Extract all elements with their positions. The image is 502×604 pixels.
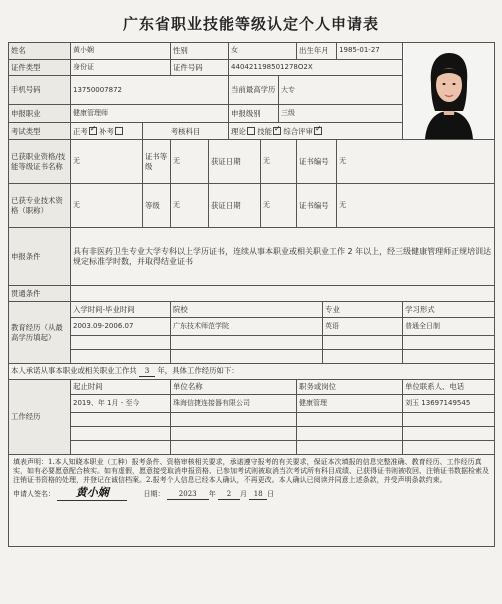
value-cert-name: 无 (71, 140, 143, 184)
value-level: 三级 (279, 104, 403, 123)
edu-major: 英语 (323, 318, 403, 336)
portrait-image (405, 43, 493, 139)
value-title-level: 无 (171, 184, 209, 228)
work-years-statement (9, 364, 495, 380)
work-period: 2019、年 1月 - 至今 (71, 395, 171, 413)
application-table (8, 42, 495, 547)
value-issue-date: 无 (261, 140, 297, 184)
value-gender: 女 (229, 43, 297, 60)
label-day: 日 (267, 490, 275, 499)
option-retake: 补考 (99, 126, 114, 136)
statement-suffix: 年，具体工作经历如下： (157, 366, 239, 376)
work-employer: 珠海信捷连接器有限公司 (171, 395, 297, 413)
subject-options (229, 123, 403, 140)
label-gender: 性别 (171, 43, 229, 60)
checkbox-skill[interactable] (273, 127, 281, 135)
option-theory: 理论 (231, 126, 246, 136)
edu-school: 广东技术师范学院 (171, 318, 323, 336)
header-employer: 单位名称 (171, 380, 297, 395)
label-month: 月 (239, 490, 247, 499)
label-id-no: 证件号码 (171, 59, 229, 76)
header-study-form: 学习形式 (403, 302, 495, 318)
option-first-exam: 正考 (73, 126, 88, 136)
work-row (9, 395, 495, 413)
declaration-text: 填表声明：1.本人知晓本职业（工种）报考条件、资格审核相关要求，承诺遵守报考的有关要求，保证本次填报的信息完整准确、教育经历、工作经历真实，如有必要愿意配合核实。如有虚假，愿意接受取消申报资格、已参加考试则被取消当次考试所有科目成绩、已获得证书则被收回、注销证书数据检索及注销证书资格的处理，并登记在诚信档案。2.报考个人信息已经本人确认，不再更改。本人确认已阅读并同意上述条款，并受声明条款约束。 (13, 458, 489, 484)
label-cert-title: 已获专业技术资格（职称） (9, 184, 71, 228)
value-title-name: 无 (71, 184, 143, 228)
value-title-date: 无 (261, 184, 297, 228)
label-occupation: 申报职业 (9, 104, 71, 123)
label-issue-date: 获证日期 (209, 140, 261, 184)
label-cert-level: 证书等级 (143, 140, 171, 184)
label-date: 日期： (143, 490, 165, 499)
sign-day: 18 (249, 490, 267, 500)
label-title-date: 获证日期 (209, 184, 261, 228)
statement-prefix: 本人承诺从事本职业或相关职业工作共 (11, 366, 137, 376)
checkbox-review[interactable] (314, 127, 322, 135)
header-major: 专业 (323, 302, 403, 318)
label-signer: 申请人签名： (13, 490, 55, 499)
label-conditions: 申报条件 (9, 228, 71, 286)
work-years-value: 3 (139, 366, 155, 376)
value-title-no: 无 (337, 184, 495, 228)
value-id-type: 身份证 (71, 59, 171, 76)
label-birth: 出生年月 (297, 43, 337, 60)
value-conditions: 具有非医药卫生专业大学专科以上学历证书，连续从事本职业或相关职业工作 2 年以上，经三级健康管理师正规培训达规定标准学时数，并取得结业证书 (71, 228, 495, 286)
photo-cell (403, 43, 495, 140)
option-review: 综合评审 (283, 126, 313, 136)
value-cert-level: 无 (171, 140, 209, 184)
label-cert-no: 证书编号 (297, 140, 337, 184)
value-id-no: 440421198501278O2X (229, 59, 403, 76)
label-exam-type: 考试类型 (9, 123, 71, 140)
label-cert-qualification: 已获职业资格/技能等级证书名称 (9, 140, 71, 184)
label-level: 申报级别 (229, 104, 279, 123)
header-school: 院校 (171, 302, 323, 318)
header-from-to: 起止时间 (71, 380, 171, 395)
value-edu: 大专 (279, 76, 403, 105)
form-title: 广东省职业技能等级认定个人申请表 (122, 15, 379, 33)
header-period: 入学时间-毕业时间 (71, 302, 171, 318)
label-work-history: 工作经历 (9, 380, 71, 455)
label-edu: 当前最高学历 (229, 76, 279, 105)
value-through (71, 286, 495, 302)
signature: 黄小娴 (75, 486, 109, 500)
value-phone: 13750007872 (71, 76, 229, 105)
value-birth: 1985-01-27 (337, 43, 403, 60)
label-title-level: 等级 (143, 184, 171, 228)
label-name: 姓名 (9, 43, 71, 60)
sign-year: 2023 (167, 490, 209, 500)
applicant-photo (405, 43, 493, 139)
sign-month: 2 (218, 490, 240, 500)
edu-row (9, 318, 495, 336)
label-title-no: 证书编号 (297, 184, 337, 228)
label-year: 年 (208, 490, 216, 499)
option-skill: 技能 (257, 126, 272, 136)
value-occupation: 健康管理师 (71, 104, 229, 123)
header-contact: 单位联系人、电话 (403, 380, 495, 395)
label-through: 贯通条件 (9, 286, 71, 302)
label-phone: 手机号码 (9, 76, 71, 105)
work-contact: 刘玉 13697149545 (403, 395, 495, 413)
checkbox-theory[interactable] (247, 127, 255, 135)
label-subject: 考核科目 (143, 123, 229, 140)
value-cert-no: 无 (337, 140, 495, 184)
work-position: 健康管理 (297, 395, 403, 413)
exam-type-options (71, 123, 143, 140)
label-edu-history: 教育经历（从最高学历填起） (9, 302, 71, 364)
edu-form: 普通全日制 (403, 318, 495, 336)
value-name: 黄小娴 (71, 43, 171, 60)
application-form-page (8, 6, 494, 600)
label-id-type: 证件类型 (9, 59, 71, 76)
declaration-cell (9, 455, 495, 547)
checkbox-first-exam[interactable] (89, 127, 97, 135)
signature-line (13, 486, 490, 501)
edu-period: 2003.09-2006.07 (71, 318, 171, 336)
header-position: 职务或岗位 (297, 380, 403, 395)
checkbox-retake[interactable] (115, 127, 123, 135)
